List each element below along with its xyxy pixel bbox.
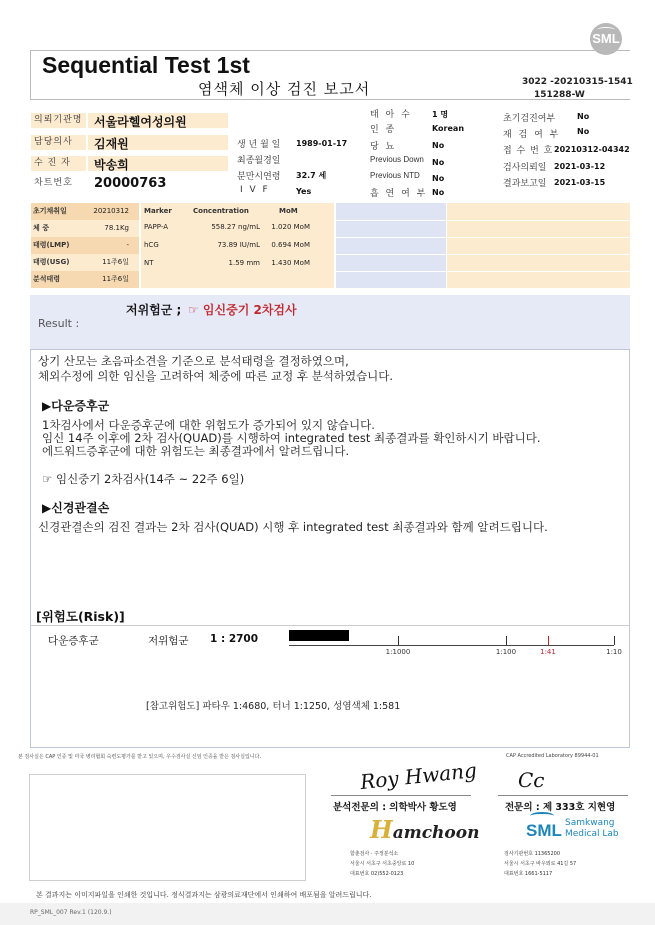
chart-label: 차트번호 <box>31 176 86 191</box>
intro-line: 상기 산모는 초음파소견을 기준으로 분석태령을 결정하였으며, <box>38 354 349 368</box>
marker-name: NT <box>144 259 154 267</box>
measure-value: 20210312 <box>93 207 129 215</box>
dob-label: 생 년 월 일 <box>237 140 281 150</box>
risk-tick <box>506 636 507 645</box>
marker-mom: 1.020 MoM <box>271 223 310 231</box>
down-syndrome-line: 1차검사에서 다운증후군에 대한 위험도가 증가되어 있지 않습니다. <box>42 418 375 432</box>
result-summary: 저위험군 ; <box>126 303 182 317</box>
smoking-label: 흡 연 여 부 <box>370 189 428 199</box>
empty-marker-block-2 <box>447 203 630 288</box>
risk-divider <box>30 625 630 626</box>
dob-value: 1989-01-17 <box>296 139 348 148</box>
risk-row-level: 저위험군 <box>148 635 189 647</box>
request-date-label: 검사의뢰일 <box>503 163 547 173</box>
prev-ntd-label: Previous NTD <box>370 171 420 180</box>
divider <box>336 237 446 238</box>
form-code: RP_SML_007 Rev.1 (120.9.) <box>30 909 112 916</box>
hospital-value: 서울라헬여성의원 <box>94 115 187 129</box>
prev-down-label: Previous Down <box>370 155 424 164</box>
marker-conc: 558.27 ng/mL <box>211 223 260 231</box>
divider <box>336 254 446 255</box>
divider <box>447 271 630 272</box>
result-summary-bar <box>30 295 630 350</box>
risk-tick <box>614 636 615 645</box>
marker-mom: 0.694 MoM <box>271 241 310 249</box>
ivf-label: I V F <box>240 185 270 195</box>
empty-marker-block <box>336 203 446 288</box>
measure-key: 태령(LMP) <box>33 241 70 249</box>
lmp-label: 최종월경일 <box>237 156 281 166</box>
chart-value: 20000763 <box>94 176 167 191</box>
measure-row <box>31 203 139 220</box>
receipt-no-label: 접 수 번 호 <box>503 146 554 156</box>
measure-key: 체 중 <box>33 224 49 232</box>
marker-name: hCG <box>144 241 159 249</box>
ntd-line: 신경관결손의 검진 결과는 2차 검사(QUAD) 시행 후 integrated test 최종결과와 함께 알려드립니다. <box>38 520 548 534</box>
risk-tick <box>398 636 399 645</box>
hospital-label: 의뢰기관명 <box>31 113 86 128</box>
age-label: 분만시연령 <box>237 172 281 182</box>
race-label: 인 종 <box>370 125 397 135</box>
specialist-caption: 전문의 : 제 333호 지현영 <box>505 802 616 813</box>
sml-logo-footer: SML <box>524 812 562 844</box>
age-value: 32.7 세 <box>296 171 327 180</box>
concentration-header: Concentration <box>193 207 249 215</box>
risk-axis <box>289 645 614 646</box>
result-label: Result : <box>38 317 80 330</box>
address-right: 서울시 서초구 바우뫼로 41길 57 <box>504 861 577 867</box>
down-syndrome-line: 임신 14주 이후에 2차 검사(QUAD)를 시행하여 integrated test 최종결과를 확인하시기 바랍니다. <box>42 431 541 445</box>
cap-accreditation: CAP Accredited Laboratory 89944-01 <box>506 753 599 759</box>
prev-ntd-value: No <box>432 174 445 183</box>
risk-row-ratio: 1 : 2700 <box>210 633 259 645</box>
divider <box>447 237 630 238</box>
report-date-label: 결과보고일 <box>503 179 547 189</box>
measure-value: 78.1Kg <box>104 224 129 232</box>
address-left: 대표번호 02)552-0123 <box>350 871 404 877</box>
intro-line: 체외수정에 의한 임신을 고려하여 체중에 따른 교정 후 분석하였습니다. <box>38 369 394 383</box>
risk-tick-label: 1:1000 <box>385 648 411 656</box>
prev-down-value: No <box>432 158 445 167</box>
down-syndrome-line: 에드워드증후군에 대한 위험도는 최종결과에서 알려드립니다. <box>42 444 350 458</box>
measure-row <box>31 254 139 271</box>
race-value: Korean <box>432 124 465 133</box>
address-right: 검사기관번호 11365200 <box>504 851 561 857</box>
risk-tick <box>548 636 549 645</box>
measure-value: 11주6일 <box>102 275 129 283</box>
reference-risk: [참고위험도] 파타우 1:4680, 터너 1:1250, 성염색체 1:581 <box>146 701 401 712</box>
marker-name: PAPP-A <box>144 223 169 231</box>
measure-key: 분석태령 <box>33 275 61 283</box>
retest-label: 재 검 여 부 <box>503 130 561 140</box>
measure-value: 11주6일 <box>102 258 129 266</box>
cap-note: 본 검사실은 CAP 인증 및 미국 병리협회 숙련도평가를 받고 있으며, 우수검사실 신임 인증을 받은 검사실입니다. <box>18 754 262 760</box>
signature-line <box>331 795 471 796</box>
analyst-caption: 분석전문의 : 의학박사 황도영 <box>333 802 457 813</box>
measure-row <box>31 237 139 254</box>
marker-conc: 1.59 mm <box>228 259 260 267</box>
report-number: 3022 -20210315-1541 <box>522 77 633 87</box>
first-exam-value: No <box>577 112 590 121</box>
risk-tick-label: 1:41 <box>540 648 556 656</box>
address-left: 서울시 서초구 서초중앙로 10 <box>350 861 415 867</box>
hamchoon-logo-h: H <box>370 815 393 844</box>
examinee-value: 박송희 <box>94 158 129 172</box>
retest-value: No <box>577 127 590 136</box>
doctor-value: 김재원 <box>94 137 129 151</box>
risk-tick-label: 1:10 <box>606 648 622 656</box>
divider <box>336 220 446 221</box>
result-recommendation: ☞ 임신중기 2차검사 <box>188 303 297 317</box>
divider <box>447 220 630 221</box>
signature-line <box>498 795 628 796</box>
sml-logo: SML <box>590 23 622 55</box>
risk-tick-label: 1:100 <box>495 648 517 656</box>
measure-key: 태령(USG) <box>33 258 70 266</box>
report-subtitle: 염색체 이상 검진 보고서 <box>198 80 371 98</box>
signature-left: Roy Hwang <box>359 757 478 795</box>
marker-header: Marker <box>144 207 172 215</box>
comment-box <box>29 774 306 881</box>
diabetes-label: 당 뇨 <box>370 142 397 152</box>
measure-value: - <box>126 241 129 249</box>
examinee-label: 수 진 자 <box>31 156 86 171</box>
divider <box>336 271 446 272</box>
marker-conc: 73.89 IU/mL <box>217 241 260 249</box>
address-left: 함춘검사 · 주정분석소 <box>350 851 399 857</box>
mom-header: MoM <box>279 207 298 215</box>
ntd-heading: ▶신경관결손 <box>42 501 110 515</box>
address-right: 대표번호 1661-5117 <box>504 871 553 877</box>
signature-right: Cc <box>518 768 545 792</box>
hamchoon-logo <box>370 815 479 844</box>
report-number-suffix: 151288-W <box>534 90 585 100</box>
fetus-count-value: 1 명 <box>432 110 449 119</box>
down-syndrome-heading: ▶다운증후군 <box>42 399 110 413</box>
footer-note: 본 결과지는 이미지파일을 인쇄한 것입니다. 정식결과지는 삼광의료재단에서 인쇄하여 배포됨을 알려드립니다. <box>36 891 372 899</box>
hamchoon-logo-text: amchoon <box>392 823 480 843</box>
receipt-no-value: 20210312-04342 <box>554 145 630 154</box>
fetus-count-label: 태 아 수 <box>370 110 412 120</box>
second-test-note: ☞ 임신중기 2차검사(14주 ~ 22주 6일) <box>42 472 245 486</box>
risk-title: [위험도(Risk)] <box>36 609 125 624</box>
measure-row <box>31 220 139 237</box>
risk-bar <box>289 630 349 641</box>
risk-row-name: 다운증후군 <box>48 635 99 647</box>
smoking-value: No <box>432 188 445 197</box>
divider <box>447 254 630 255</box>
diabetes-value: No <box>432 141 445 150</box>
measure-key: 초기채취일 <box>33 207 67 215</box>
doctor-label: 담당의사 <box>31 135 86 150</box>
marker-mom: 1.430 MoM <box>271 259 310 267</box>
report-title: Sequential Test 1st <box>42 52 250 78</box>
report-date-value: 2021-03-15 <box>554 178 606 187</box>
first-exam-label: 초기검진여부 <box>503 114 556 124</box>
request-date-value: 2021-03-12 <box>554 162 606 171</box>
sml-lab-name: Samkwang Medical Lab <box>565 818 619 839</box>
measure-row <box>31 271 139 288</box>
ivf-value: Yes <box>296 187 312 196</box>
